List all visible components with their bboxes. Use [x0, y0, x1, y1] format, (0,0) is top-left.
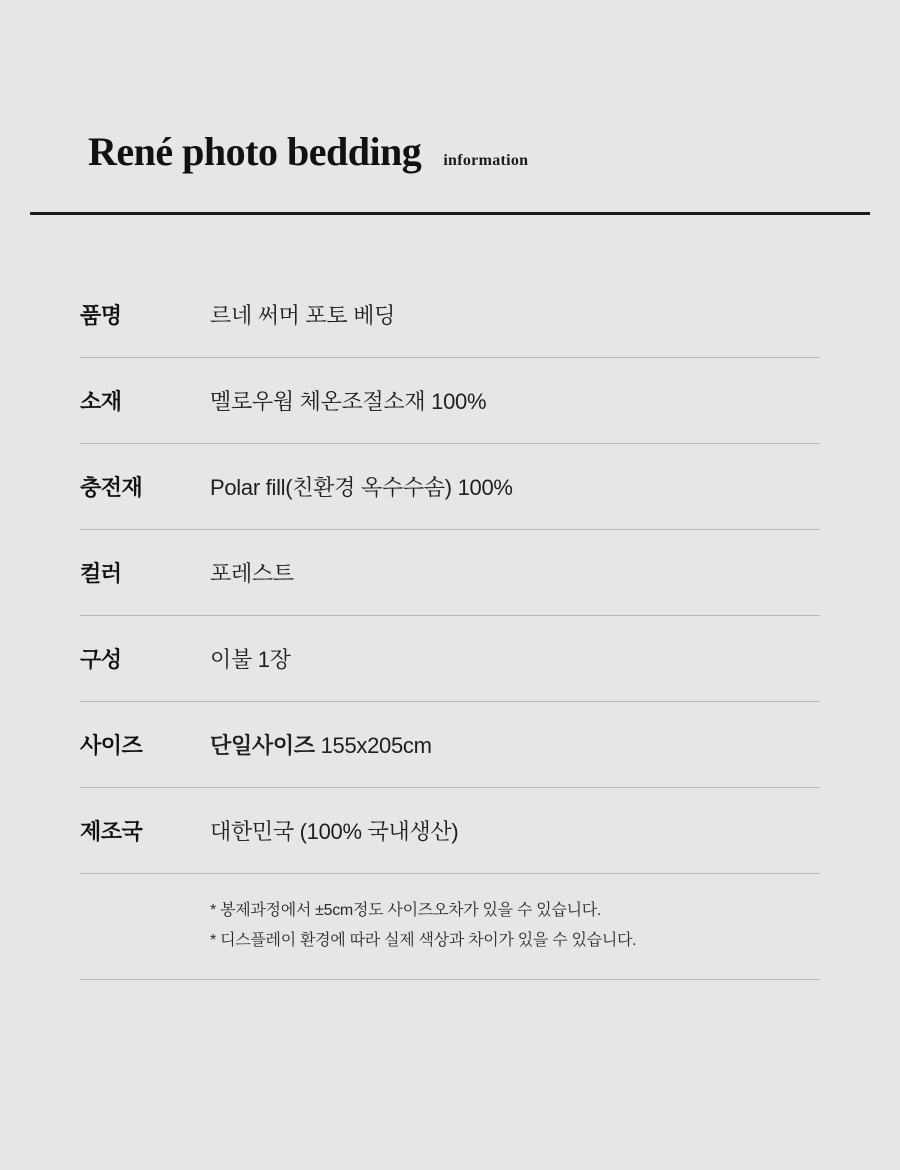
spec-value: [210, 729, 432, 760]
spec-label: 사이즈: [80, 733, 143, 758]
spec-label: 품명: [80, 303, 122, 328]
spec-label: 구성: [80, 647, 122, 672]
spec-value: 포레스트: [210, 561, 294, 586]
table-row: [80, 616, 820, 702]
spec-value: 르네 써머 포토 베딩: [210, 303, 396, 328]
table-row-size: [80, 702, 820, 788]
table-row: [80, 272, 820, 358]
spec-table: [80, 272, 820, 980]
size-option-label: 단일사이즈: [210, 733, 315, 758]
note-item: * 디스플레이 환경에 따라 실제 색상과 차이가 있을 수 있습니다.: [210, 931, 637, 949]
note-item: * 봉제과정에서 ±5cm정도 사이즈오차가 있을 수 있습니다.: [210, 902, 602, 919]
spec-label: 제조국: [80, 819, 143, 844]
page-subtitle: information: [443, 152, 529, 169]
page-title: René photo bedding: [88, 129, 422, 174]
spec-label: 충전재: [80, 475, 143, 500]
size-dimensions: 155x205cm: [320, 733, 432, 758]
spec-value: Polar fill(친환경 옥수수솜) 100%: [210, 475, 513, 500]
spec-value: 멜로우웜 체온조절소재 100%: [210, 389, 487, 414]
table-row-origin: [80, 788, 820, 874]
spec-value: 이불 1장: [210, 647, 291, 672]
table-row: [80, 530, 820, 616]
table-row: [80, 444, 820, 530]
table-row: [80, 358, 820, 444]
page-header: [88, 129, 529, 174]
spec-value: 대한민국 (100% 국내생산): [210, 819, 459, 844]
notes-section: [80, 896, 820, 980]
spec-label: 소재: [80, 389, 122, 414]
spec-label: 컬러: [80, 561, 122, 586]
header-divider: [30, 212, 870, 215]
